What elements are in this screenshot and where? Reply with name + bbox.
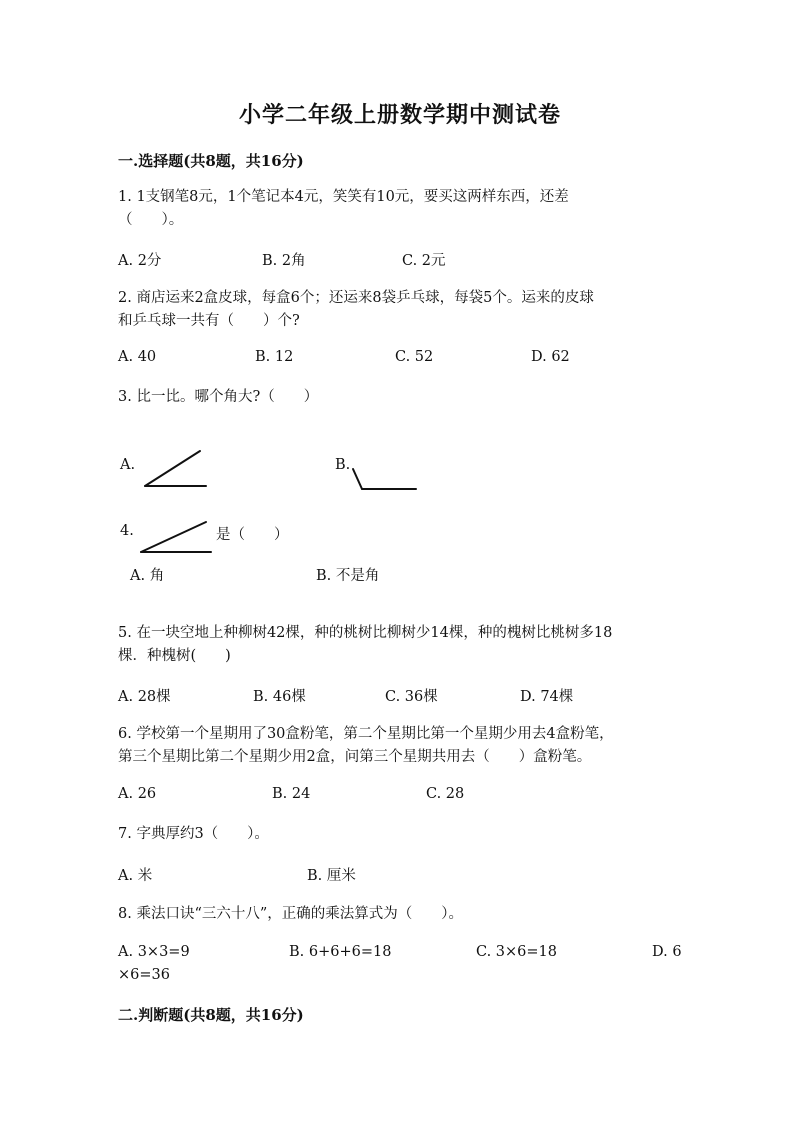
- question-3-text: 3. 比一比。哪个角大?（ ）: [118, 389, 319, 405]
- question-6-option-b: B. 24: [272, 786, 311, 802]
- question-5-line-2: 棵．种槐树( ): [118, 648, 231, 664]
- question-8-option-d: D. 6: [652, 944, 682, 960]
- question-4-number: 4.: [120, 523, 134, 539]
- question-3-option-b-label: B.: [335, 457, 351, 473]
- question-5-option-c: C. 36棵: [385, 689, 438, 705]
- question-1-line-2: （ ）。: [118, 212, 184, 228]
- question-4-text: 是（ ）: [216, 527, 289, 543]
- question-3-option-a-label: A.: [120, 457, 136, 473]
- question-4-option-a: A. 角: [130, 568, 165, 584]
- question-2-option-a: A. 40: [118, 349, 157, 365]
- question-2-option-c: C. 52: [395, 349, 434, 365]
- question-2-line-2: 和乒乓球一共有（ ）个?: [118, 313, 300, 329]
- question-4-upper-ray: [141, 522, 206, 552]
- question-6-line-1: 6. 学校第一个星期用了30盒粉笔，第二个星期比第一个星期少用去4盒粉笔，: [118, 726, 614, 742]
- question-2-option-b: B. 12: [255, 349, 294, 365]
- question-7-option-b: B. 厘米: [307, 868, 356, 884]
- section-heading-judgement: 二.判断题(共8题，共16分): [118, 1006, 304, 1024]
- question-7-option-a: A. 米: [118, 868, 153, 884]
- question-6-option-a: A. 26: [118, 786, 157, 802]
- question-8-text: 8. 乘法口诀“三六十八”，正确的乘法算式为（ ）。: [118, 906, 464, 922]
- question-5-option-b: B. 46棵: [253, 689, 306, 705]
- question-8-option-c: C. 3×6=18: [476, 944, 557, 960]
- question-8-option-d-wrap: ×6=36: [118, 967, 170, 983]
- question-1-option-c: C. 2元: [402, 253, 446, 269]
- question-5-line-1: 5. 在一块空地上种柳树42棵，种的桃树比柳树少14棵，种的槐树比桃树多18: [118, 625, 613, 641]
- question-8-option-a: A. 3×3=9: [118, 944, 190, 960]
- question-2-line-1: 2. 商店运来2盒皮球，每盒6个；还运来8袋乒乓球，每袋5个。运来的皮球: [118, 290, 594, 306]
- angle-b-figure: [350, 463, 420, 493]
- question-4-option-b: B. 不是角: [316, 568, 380, 584]
- angle-a-upper-ray: [145, 451, 200, 486]
- page-title: 小学二年级上册数学期中测试卷: [238, 102, 561, 128]
- section-heading-choice: 一.选择题(共8题，共16分): [118, 152, 304, 170]
- question-7-text: 7. 字典厚约3（ ）。: [118, 826, 269, 842]
- angle-a-figure: [140, 448, 210, 490]
- question-5-option-a: A. 28棵: [118, 689, 171, 705]
- question-8-option-b: B. 6+6+6=18: [289, 944, 392, 960]
- question-6-option-c: C. 28: [426, 786, 465, 802]
- question-2-option-d: D. 62: [531, 349, 570, 365]
- question-1-line-1: 1. 1支钢笔8元，1个笔记本4元，笑笑有10元，要买这两样东西，还差: [118, 189, 569, 205]
- question-6-line-2: 第三个星期比第二个星期少用2盒，问第三个星期共用去（ ）盒粉笔。: [118, 749, 592, 765]
- angle-b-short-ray: [353, 469, 362, 489]
- question-5-option-d: D. 74棵: [520, 689, 574, 705]
- question-4-angle-figure: [136, 518, 216, 558]
- question-1-option-b: B. 2角: [262, 253, 306, 269]
- question-1-option-a: A. 2分: [118, 253, 162, 269]
